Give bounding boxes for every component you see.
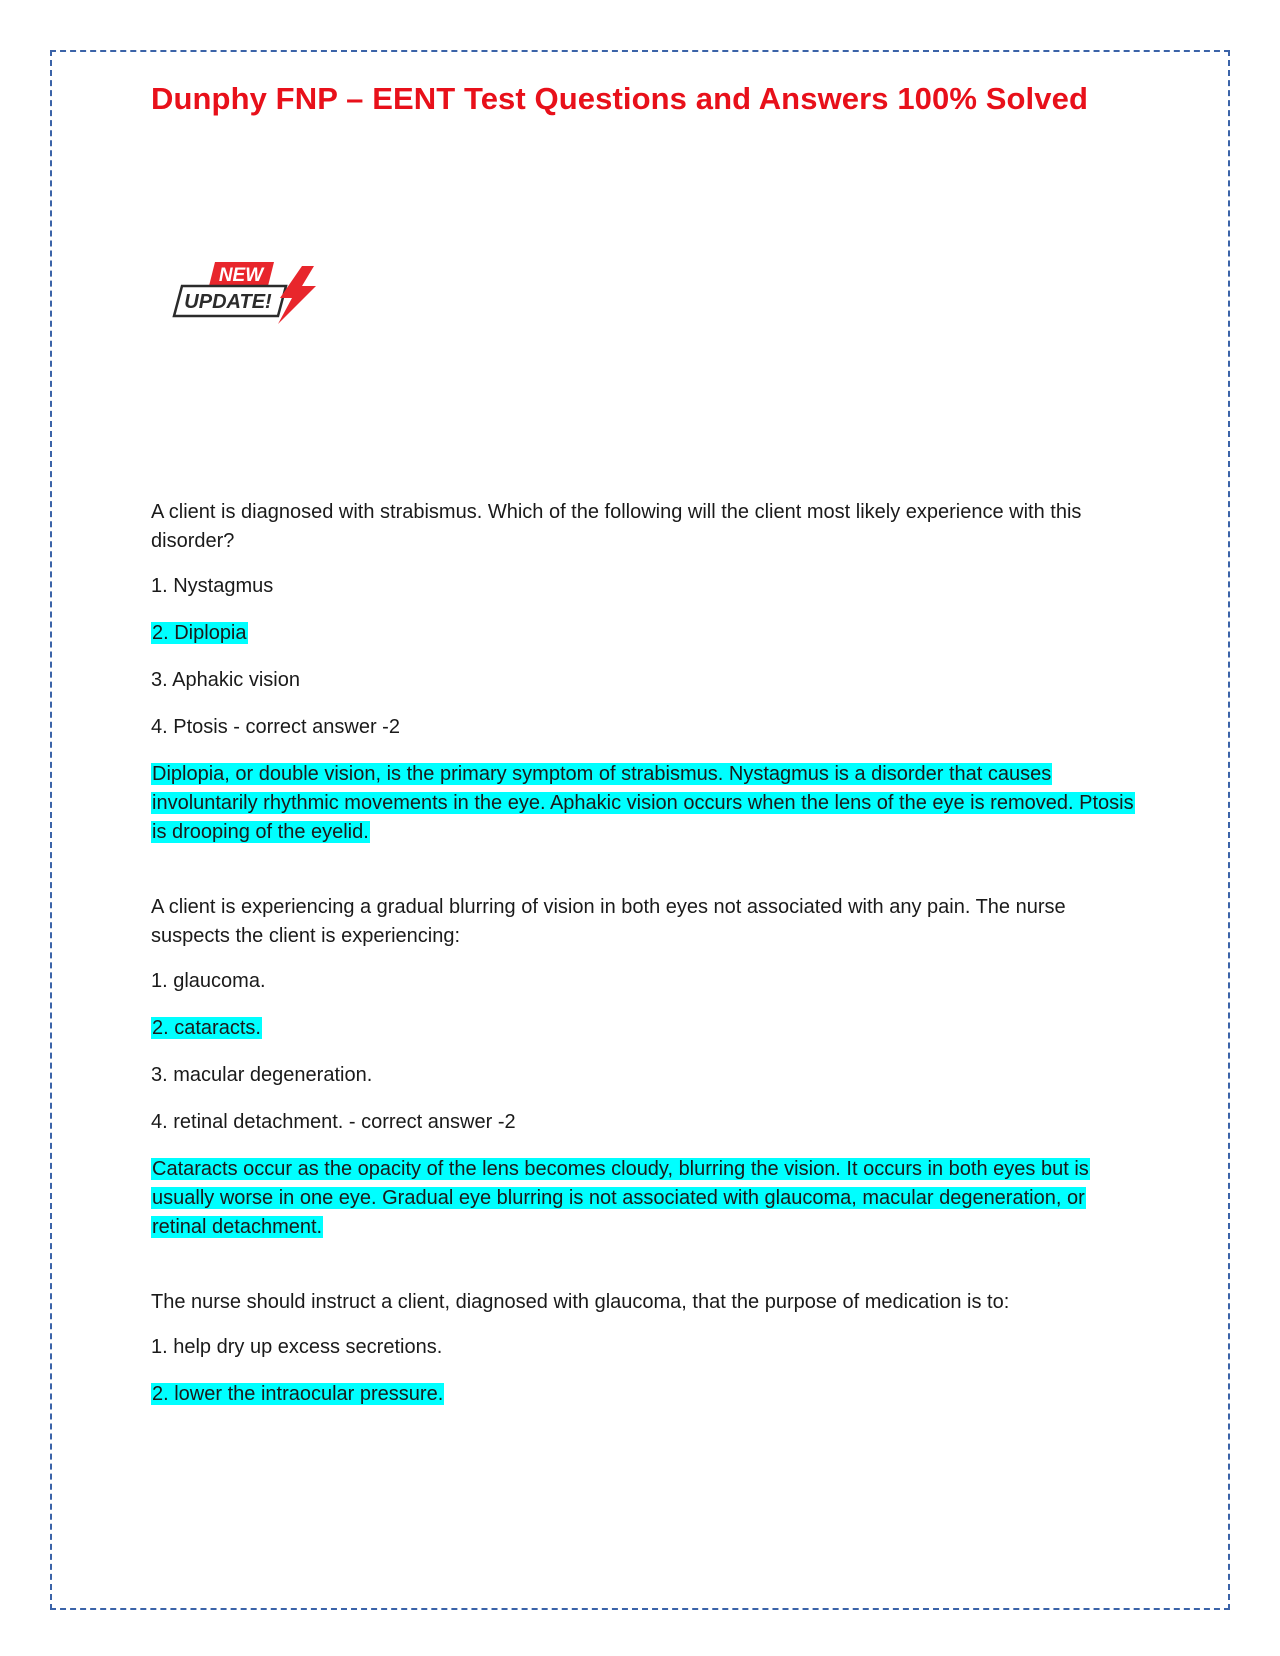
question-block (151, 498, 1141, 847)
page-title: Dunphy FNP – EENT Test Questions and Answers 100% Solved (151, 81, 1088, 116)
answer-option: 1. glaucoma. (151, 970, 266, 992)
answer-option: 4. Ptosis - correct answer -2 (151, 716, 400, 738)
answer-option: 1. help dry up excess secretions. (151, 1336, 443, 1358)
answer-option: 4. retinal detachment. - correct answer -2 (151, 1111, 516, 1133)
answer-option-correct: 2. Diplopia (152, 622, 247, 644)
answer-explanation: Cataracts occur as the opacity of the lens becomes cloudy, blurring the vision. It occurs in both eyes but is usually worse in one eye. Gradual eye blurring is not associated with glaucoma, macular degeneration, or retinal detachment. (152, 1158, 1089, 1238)
answer-option: 1. Nystagmus (151, 575, 274, 597)
question-block (151, 1288, 1141, 1409)
new-update-badge (170, 258, 320, 328)
answer-option-correct: 2. cataracts. (152, 1017, 261, 1039)
question-text: The nurse should instruct a client, diagnosed with glaucoma, that the purpose of medication is to: (151, 1291, 1010, 1313)
answer-option: 3. macular degeneration. (151, 1064, 373, 1086)
answer-option-correct: 2. lower the intraocular pressure. (152, 1383, 444, 1405)
answer-option: 3. Aphakic vision (151, 669, 300, 691)
question-text: A client is diagnosed with strabismus. Which of the following will the client most likely experience with this disorder? (151, 501, 1082, 552)
lightning-bolt-icon (278, 266, 316, 324)
questions-list (151, 498, 1141, 1455)
document-content (151, 78, 1141, 1405)
answer-explanation: Diplopia, or double vision, is the primary symptom of strabismus. Nystagmus is a disorder that causes involuntarily rhythmic movements in the eye. Aphakic vision occurs when the lens of the eye is removed. Ptosis is drooping of the eyelid. (152, 763, 1134, 843)
question-block (151, 893, 1141, 1242)
question-text: A client is experiencing a gradual blurring of vision in both eyes not associated with any pain. The nurse suspects the client is experiencing: (151, 896, 1066, 947)
badge-new-text: NEW (218, 265, 264, 286)
badge-update-text: UPDATE! (184, 291, 272, 313)
